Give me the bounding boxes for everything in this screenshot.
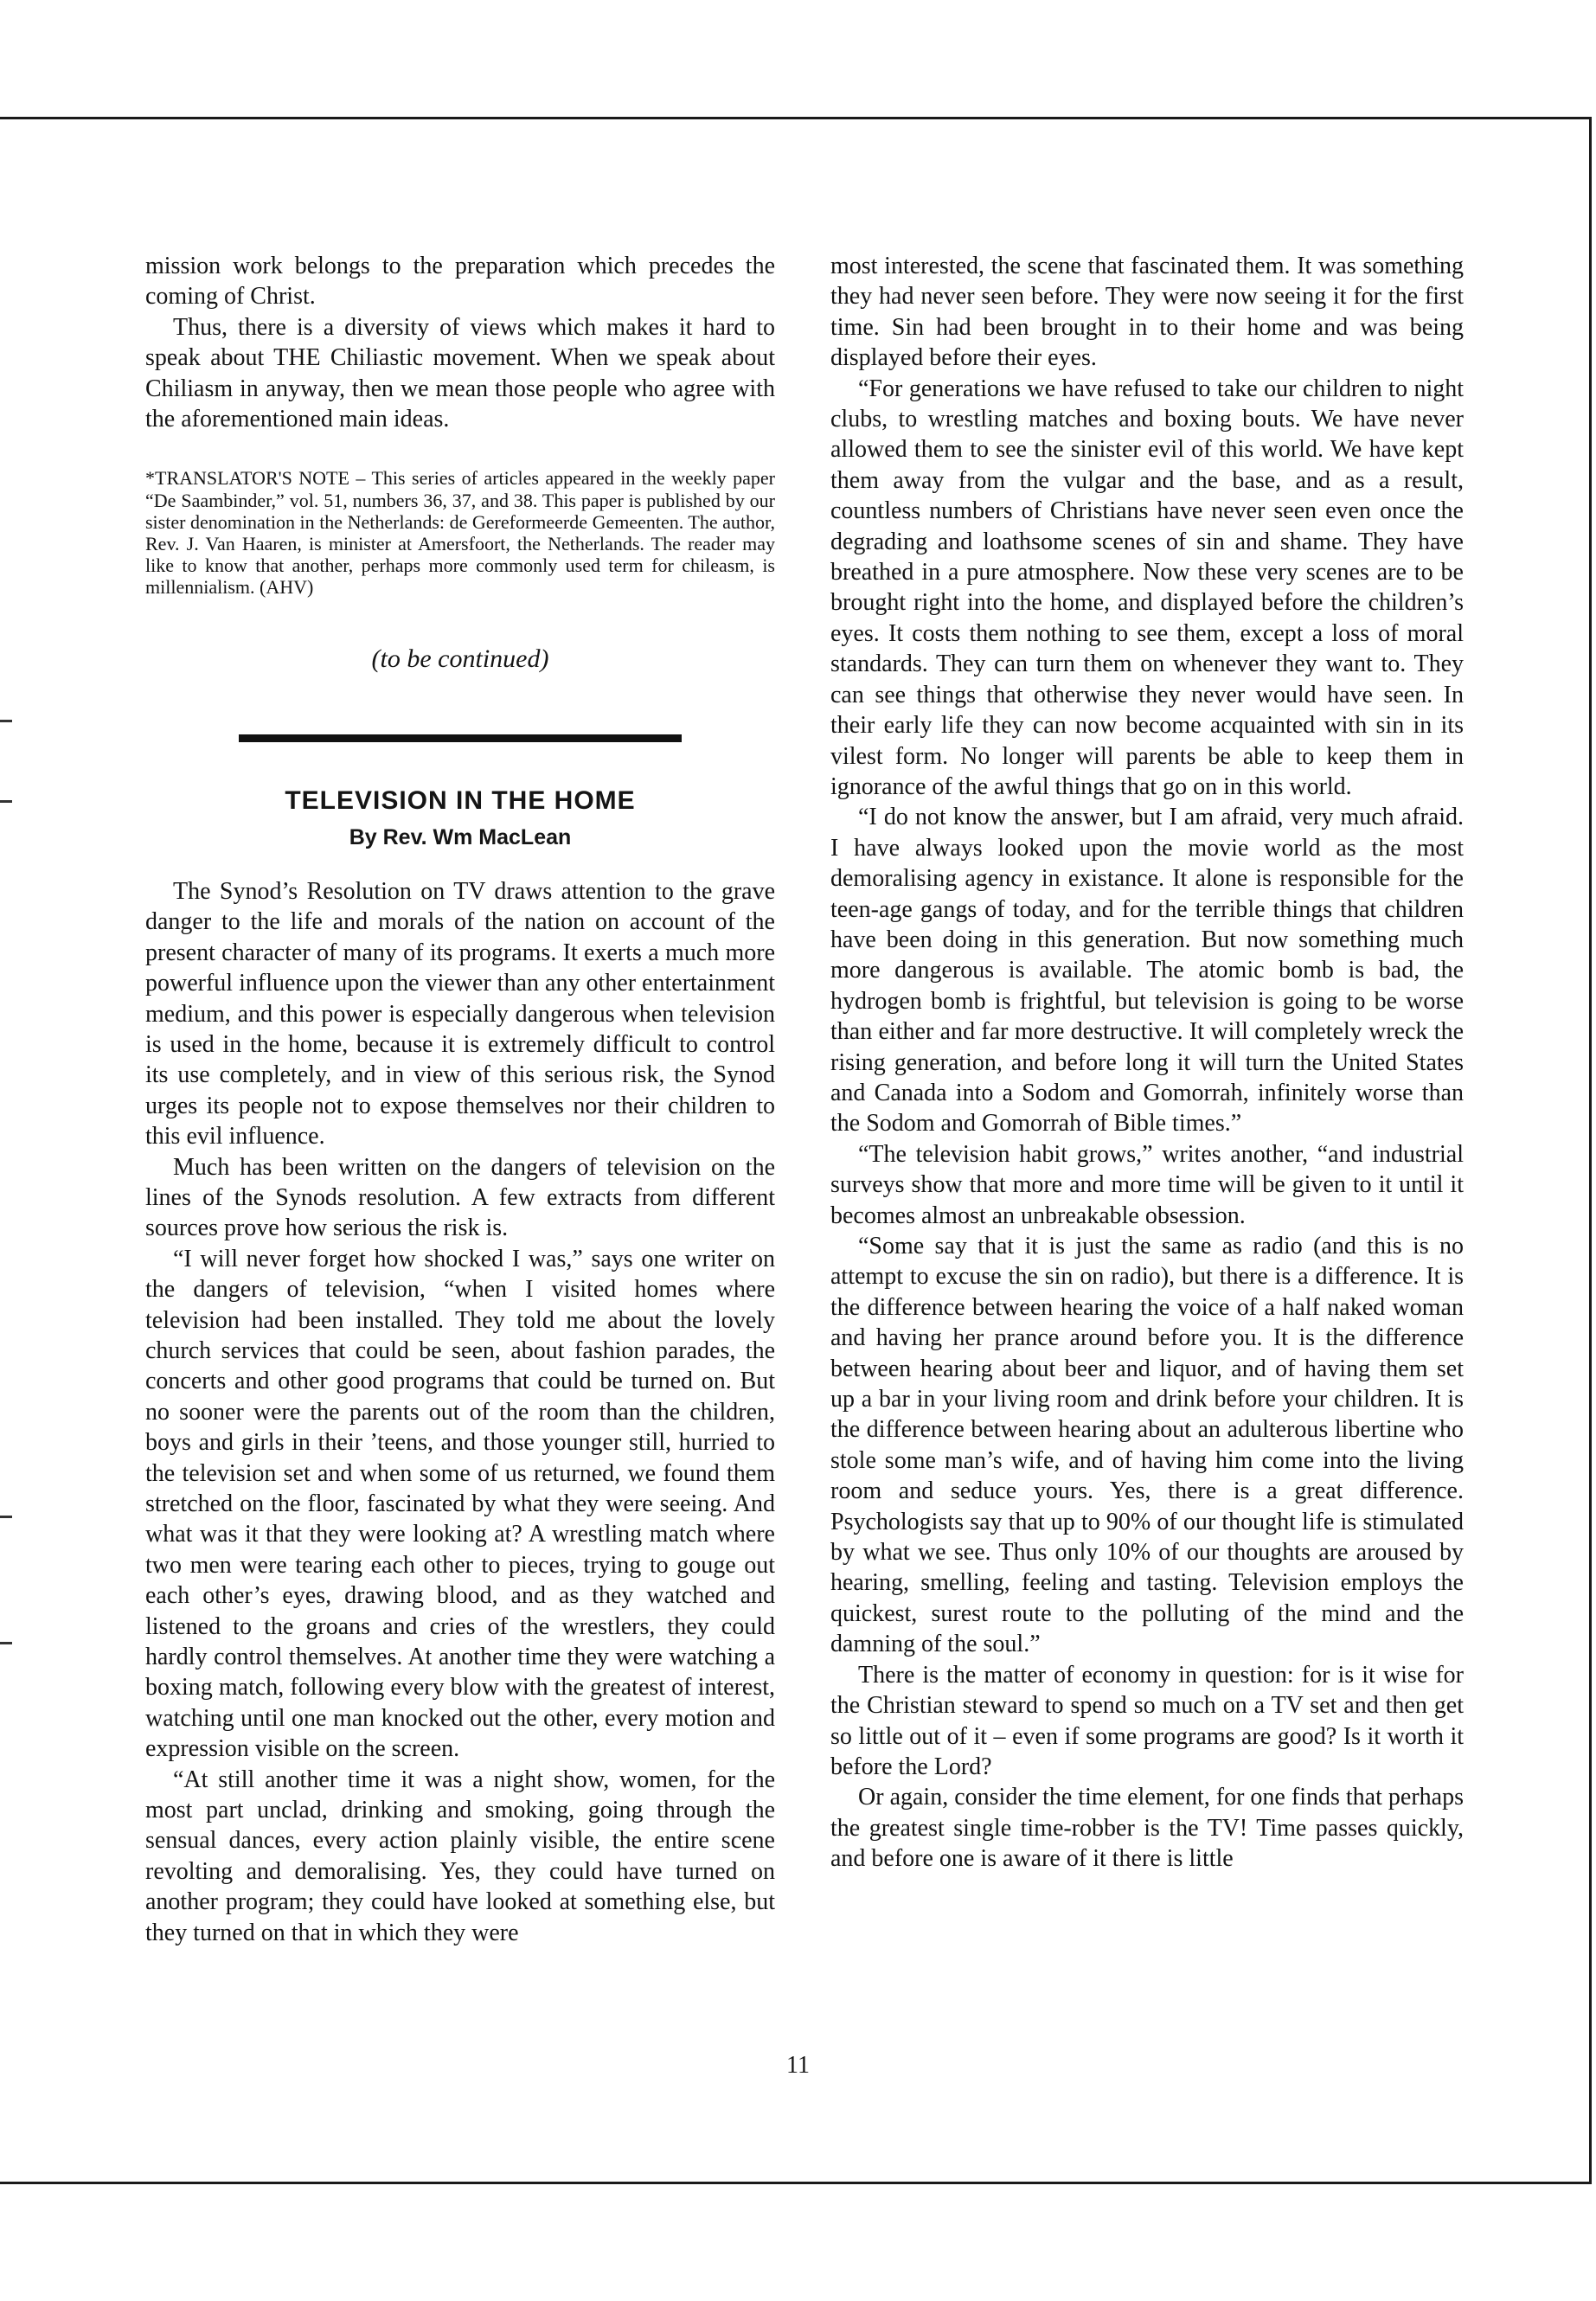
article-paragraph: most interested, the scene that fascinated them. It was something they had never seen before. They were now seeing it for the first time. Sin had been brought in to their home and was being displayed before their eyes. <box>830 253 1464 372</box>
intro-paragraph: Thus, there is a diversity of views which makes it hard to speak about THE Chiliastic movement. When we speak about Chiliasm in anyway, then we mean those people who agree with the aforementioned main ideas. <box>145 313 775 433</box>
article-paragraph: “I do not know the answer, but I am afraid, very much afraid. I have always looked upon the movie world as the most demoralising agency in existance. It alone is responsible for the teen-age gangs of today, and for the terrible things that children have been doing in this generation. But now something much more dangerous is available. The atomic bomb is bad, the hydrogen bomb is frightful, but television is going to be worse than either and far more destructive. It will completely wreck the rising generation, and before long it will turn the United States and Canada into a Sodom and Gomorrah, infinitely worse than the Sodom and Gomorrah of Bible times.” <box>830 804 1464 1138</box>
article-paragraph: Or again, consider the time element, for one finds that perhaps the greatest single time-robber is the TV! Time passes quickly, and before one is aware of it there is little <box>830 1784 1464 1873</box>
article-paragraph: There is the matter of economy in question: for is it wise for the Christian steward to spend so much on a TV set and then get so little out of it – even if some programs are good? Is it worth it before the Lord? <box>830 1661 1464 1780</box>
edge-mark <box>0 720 12 722</box>
to-be-continued: (to be continued) <box>371 644 549 673</box>
article-paragraph: “The television habit grows,” writes another, “and industrial surveys show that more and more time will be given to it until it becomes almost an unbreakable obsession. <box>830 1140 1464 1229</box>
right-column <box>830 251 1464 1875</box>
article-paragraph: “At still another time it was a night show, women, for the most part unclad, drinking and smoking, going through the sensual dances, every action plainly visible, the entire scene revolting and demoralising. Yes, they could have turned on another program; they could have looked at something else, but they turned on that in which they were <box>145 1766 775 1946</box>
article-title: TELEVISION IN THE HOME <box>285 786 636 816</box>
edge-mark <box>0 800 12 803</box>
section-divider <box>239 734 682 742</box>
article-paragraph: “I will never forget how shocked I was,” says one writer on the dangers of television, “when I visited homes where television had been installed. They told me about the lovely church services that could be seen, about fashion parades, the concerts and other good programs that could be turned on. But no sooner were the parents out of the room than the children, boys and girls in their ’teens, and those younger still, hurried to the television set and when some of us returned, we found them stretched on the floor, fascinated by what they were seeing. And what was it that they were looking at? A wrestling match where two men were tearing each other to pieces, trying to gouge out each other’s eyes, drawing blood, and as they watched and listened to the groans and cries of the wrestlers, they could hardly control themselves. At another time they were watching a boxing match, following every blow with the greatest of interest, watching until one man knocked out the other, every motion and expression visible on the screen. <box>145 1245 775 1763</box>
left-column <box>145 251 775 1948</box>
article-paragraph: Much has been written on the dangers of television on the lines of the Synods resolution. A few extracts from different sources prove how serious the risk is. <box>145 1153 775 1242</box>
intro-paragraph: mission work belongs to the preparation which precedes the coming of Christ. <box>145 253 775 311</box>
article-paragraph: “For generations we have refused to take our children to night clubs, to wrestling matches and boxing bouts. We have never allowed them to see the sinister evil of this world. We have kept them away from the vulgar and the base, and as a result, countless numbers of Christians have never seen even once the degrading and loathsome scenes of sin and shame. They have breathed in a pure atmosphere. Now these very scenes are to be brought right into the home, and displayed before the children’s eyes. It costs them nothing to see them, except a loss of moral standards. They can turn them on whenever they want to. They can see things that otherwise they never would have seen. In their early life they can now become acquainted with sin in its vilest form. No longer will parents be able to keep them in ignorance of the awful things that go on in this world. <box>830 375 1464 800</box>
article-paragraph: “Some say that it is just the same as radio (and this is no attempt to excuse the sin on radio), but there is a difference. It is the difference between hearing the voice of a half naked woman and having her prance around before you. It is the difference between hearing about beer and liquor, and of having them set up a bar in your living room and drink before your children. It is the difference between hearing about an adulterous libertine who stole some man’s wife, and of having him come into the living room and seduce yours. Yes, there is a great difference. Psychologists say that up to 90% of our thought life is stimulated by what we see. Thus only 10% of our thoughts are aroused by hearing, smelling, feeling and tasting. Television employs the quickest, surest route to the polluting of the mind and the damning of the soul.” <box>830 1233 1464 1658</box>
article-byline: By Rev. Wm MacLean <box>349 825 572 850</box>
edge-mark <box>0 1642 12 1644</box>
translator-note: *TRANSLATOR'S NOTE – This series of articles appeared in the weekly paper “De Saambinder,” vol. 51, numbers 36, 37, and 38. This paper is published by our sister denomination in the Netherlands: de Gereformeerde Gemeenten. The author, Rev. J. Van Haaren, is minister at Amersfoort, the Netherlands. The reader may like to know that another, perhaps more commonly used term for chileasm, is millennialism. (AHV) <box>145 467 775 599</box>
article-paragraph: The Synod’s Resolution on TV draws attention to the grave danger to the life and morals of the nation on account of the present character of many of its programs. It exerts a much more powerful influence upon the viewer than any other entertainment medium, and this power is especially dangerous when television is used in the home, because it is extremely difficult to control its use completely, and in view of this serious risk, the Synod urges its people not to expose themselves nor their children to this evil influence. <box>145 877 775 1150</box>
page-number: 11 <box>786 2052 810 2079</box>
edge-mark <box>0 1516 12 1518</box>
